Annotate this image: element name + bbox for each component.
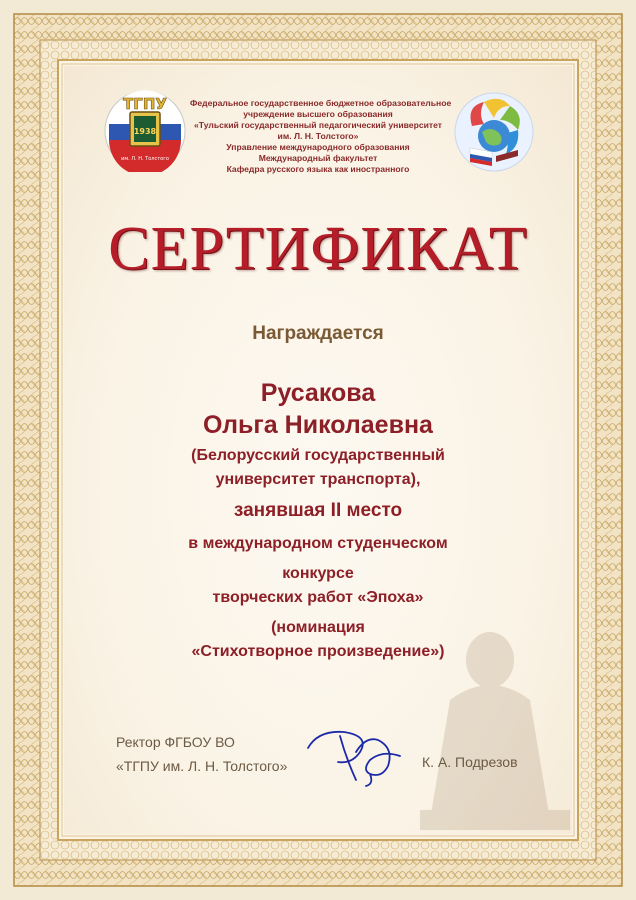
- certificate-title: СЕРТИФИКАТ: [108, 215, 528, 283]
- handwritten-signature: [300, 722, 420, 788]
- signatory-position-line: Ректор ФГБОУ ВО: [116, 734, 235, 750]
- university-emblem-icon: [104, 90, 186, 172]
- emblem-text: ТГПУ: [123, 95, 167, 113]
- emblem-year: 1938: [133, 127, 157, 136]
- header-line: им. Л. Н. Толстого»: [277, 131, 359, 141]
- description-line: творческих работ «Эпоха»: [212, 589, 424, 606]
- recipient-surname: Русакова: [260, 379, 376, 407]
- header-line: Федеральное государственное бюджетное образовательное: [190, 98, 452, 108]
- header-line: «Тульский государственный педагогический университет: [194, 120, 442, 130]
- header-line: учреждение высшего образования: [243, 109, 393, 119]
- institution-header: [190, 98, 452, 175]
- header-line: Кафедра русского языка как иностранного: [226, 164, 410, 174]
- international-globe-emblem-icon: [454, 92, 534, 172]
- header-line: Международный факультет: [258, 153, 378, 163]
- description-line: университет транспорта),: [215, 471, 421, 488]
- header-line: Управление международного образования: [226, 142, 410, 152]
- description-line: в международном студенческом: [188, 535, 448, 552]
- description-line: «Стихотворное произведение»): [191, 643, 445, 660]
- place-line: занявшая II место: [233, 500, 403, 521]
- signatory-name: К. А. Подрезов: [422, 754, 518, 770]
- recipient-name: [64, 377, 572, 441]
- description-line: (Белорусский государственный: [191, 447, 445, 464]
- signatory-position-line: «ТГПУ им. Л. Н. Толстого»: [116, 758, 288, 774]
- recipient-given-name: Ольга Николаевна: [203, 411, 433, 439]
- awarded-label: Награждается: [252, 323, 384, 344]
- signatory-position: [116, 730, 287, 778]
- description-line: конкурсе: [282, 565, 354, 582]
- emblem-caption: им. Л. Н. Толстого: [121, 156, 169, 162]
- description-line: (номинация: [271, 619, 365, 636]
